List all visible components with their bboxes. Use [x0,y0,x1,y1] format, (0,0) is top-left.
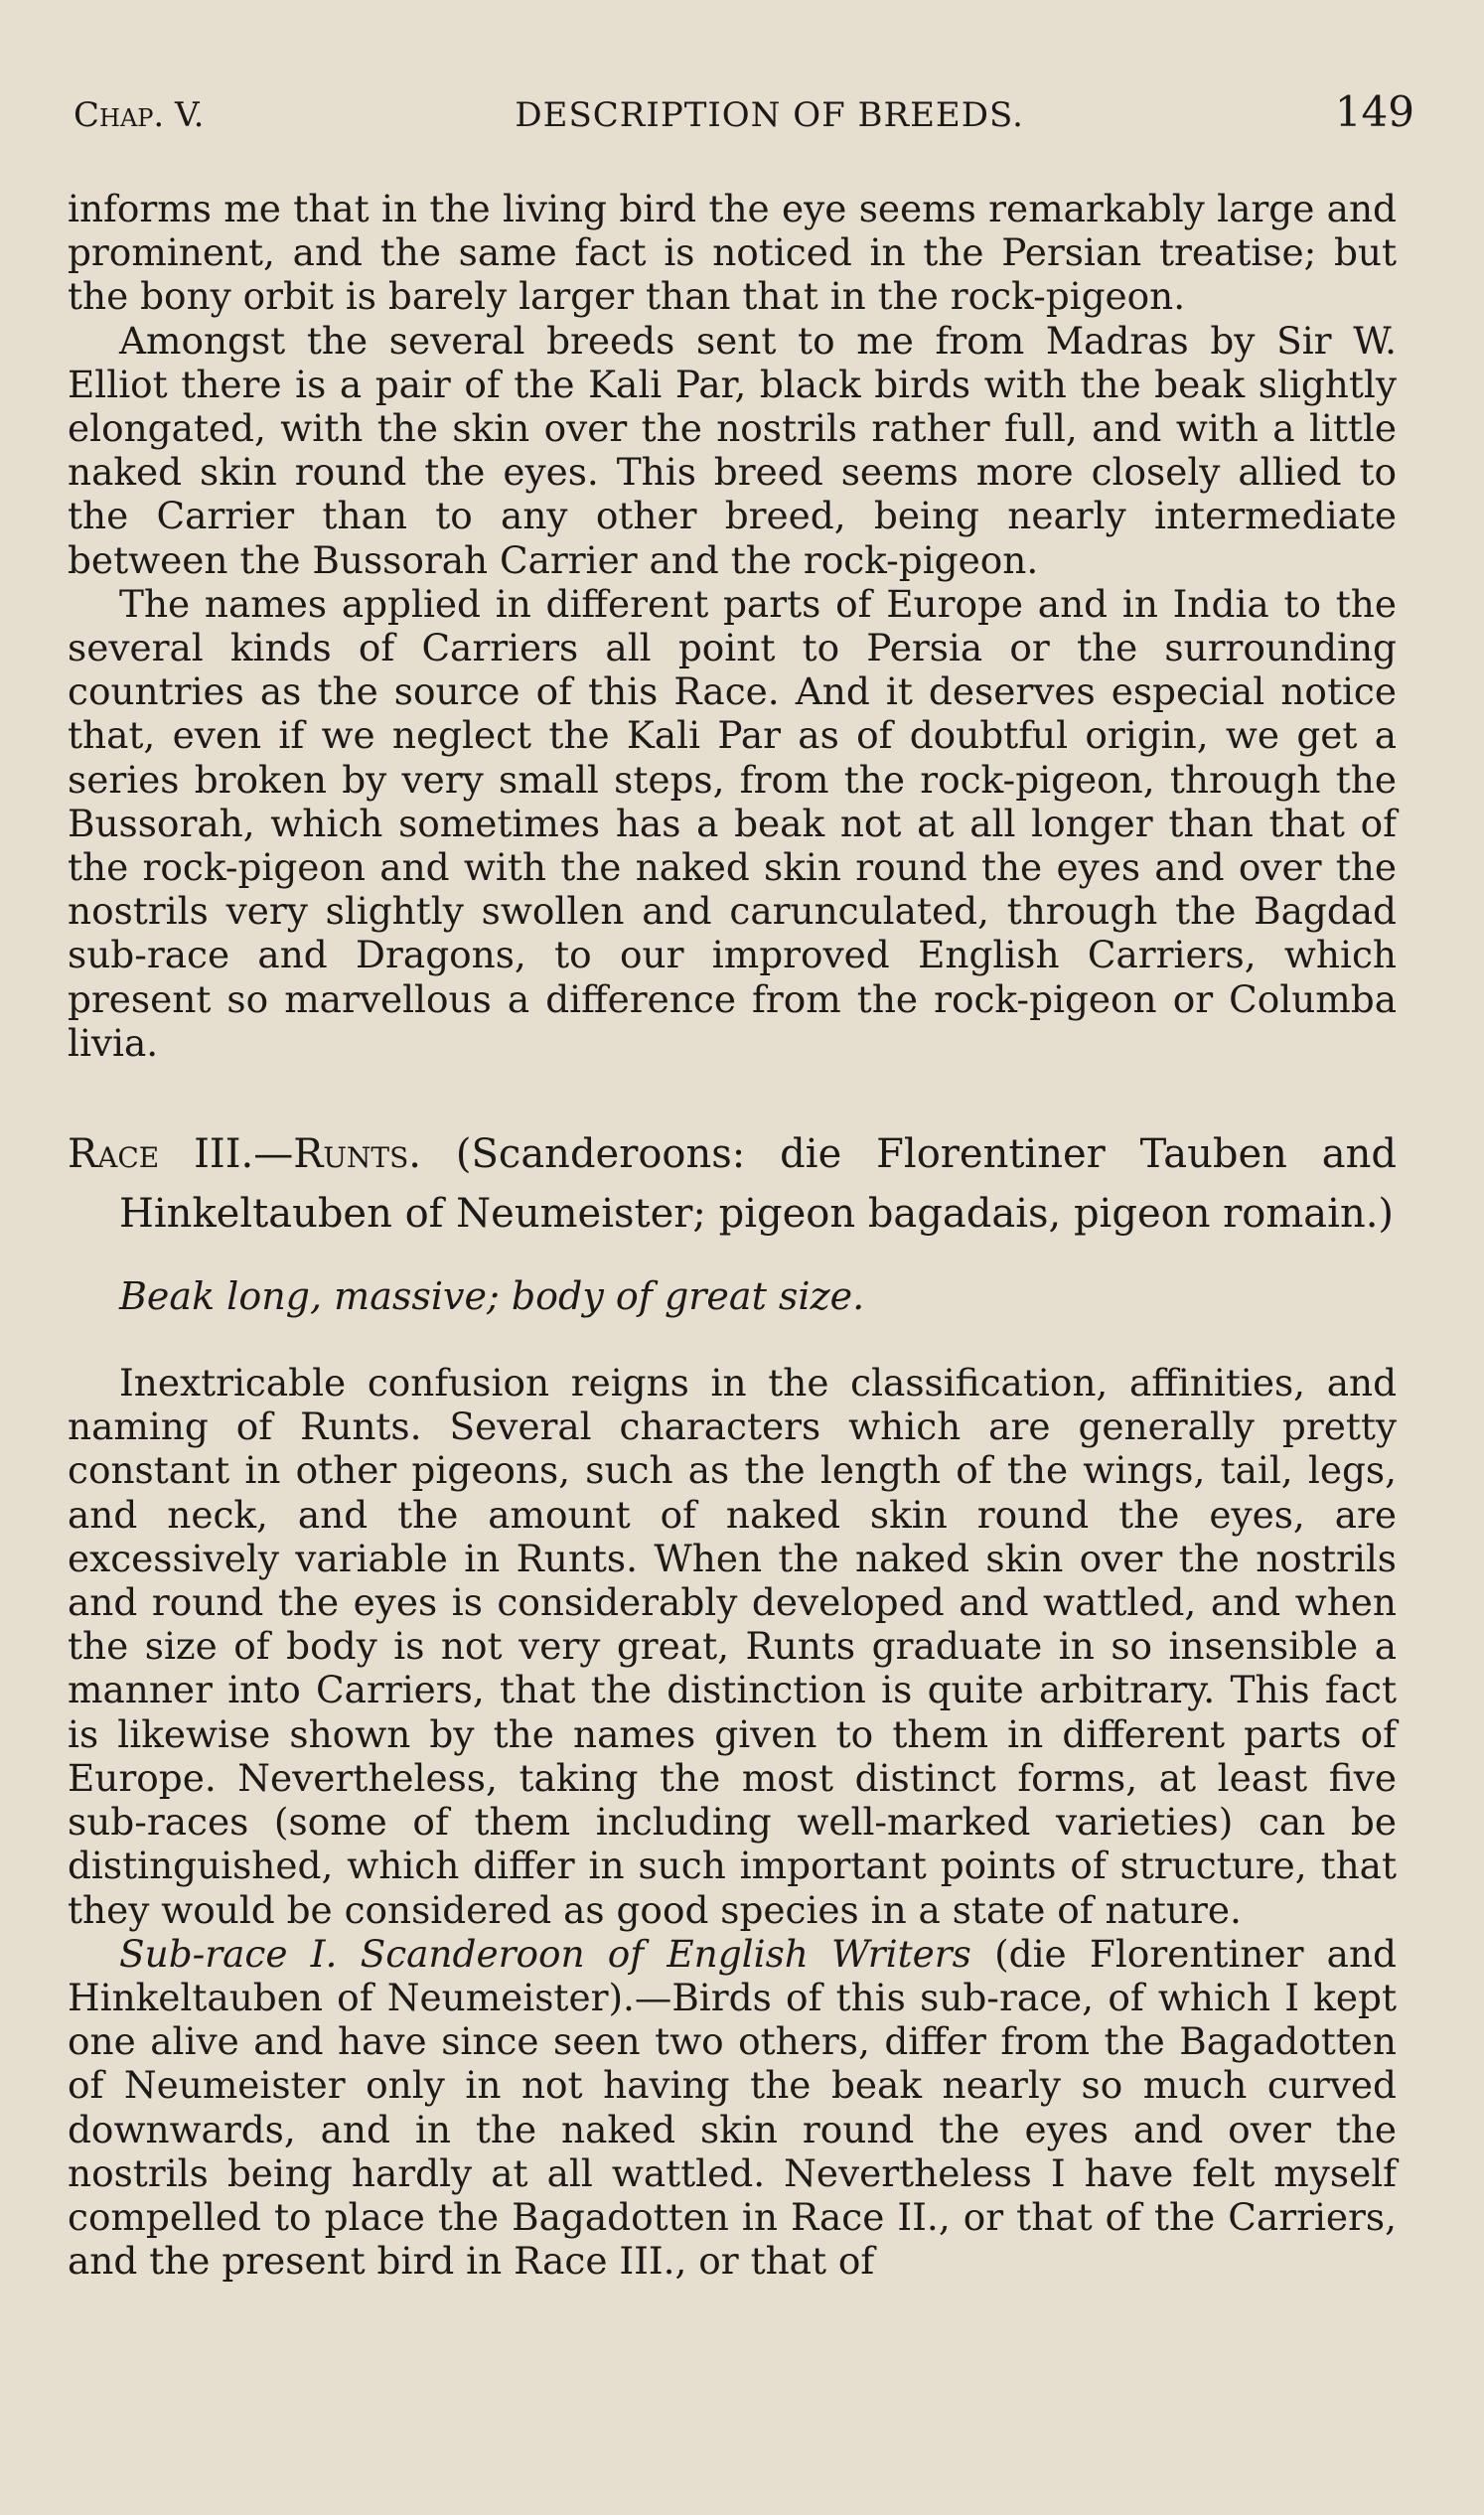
chapter-label: Chap. V. [74,95,205,135]
page-body [68,187,1397,2283]
paragraph-kali-par: Amongst the several breeds sent to me from Madras by Sir W. Elliot there is a pair of the Kali Par, black birds with the beak slightly elongated, with the skin over the nostrils rather full, and with a little naked skin round the eyes. This breed seems more closely allied to the Carrier than to any other breed, being nearly intermediate between the Bussorah Carrier and the rock-pigeon. [68,318,1397,582]
paragraph-runts: Inextricable confusion reigns in the classification, affinities, and naming of Runts. Several characters which are generally pretty constant in other pigeons, such as the length of the wings, tail, legs, and neck, and the amount of naked skin round the eyes, are excessively variable in Runts. When the naked skin over the nostrils and round the eyes is considerably developed and wattled, and when the size of body is not very great, Runts graduate in so insensible a manner into Carriers, that the distinction is quite arbitrary. This fact is likewise shown by the names given to them in different parts of Europe. Nevertheless, taking the most distinct forms, at least five sub-races (some of them including well-marked varieties) can be distinguished, which differ in such important points of structure, that they would be considered as good species in a state of nature. [68,1361,1397,1932]
race-title: Race III.—Runts. [68,1131,422,1178]
page-number: 149 [1334,87,1414,136]
running-header [74,87,1414,136]
subrace-label: Sub-race I. Scanderoon of English Writers [119,1931,971,1976]
race-characters: Beak long, massive; body of great size. [119,1274,865,1319]
race-synonyms: (Scanderoons: die Florentiner Tauben and Hinkeltauben of Neumeister; pigeon bagadais, pigeon romain.) [119,1131,1397,1238]
paragraph-subrace-1 [68,1932,1397,2284]
paragraph-carriers-origin: The names applied in different parts of Europe and in India to the several kinds of Carriers all point to Persia or the surrounding countries as the source of this Race. And it deserves especial notice that, even if we neglect the Kali Par as of doubtful origin, we get a series broken by very small steps, from the rock-pigeon, through the Bussorah, which sometimes has a beak not at all longer than that of the rock-pigeon and with the naked skin round the eyes and over the nostrils very slightly swollen and carunculated, through the Bagdad sub-race and Dragons, to our improved English Carriers, which present so marvellous a difference from the rock-pigeon or Columba livia. [68,581,1397,1065]
paragraph-continued: informs me that in the living bird the eye seems remarkably large and prominent, and the same fact is noticed in the Persian treatise; but the bony orbit is barely larger than that in the rock-pigeon. [68,187,1397,319]
subrace-text: (die Florentiner and Hinkeltauben of Neumeister).—Birds of this sub-race, of which I kept one alive and have since seen two others, differ from the Bagadotten of Neumeister only in not having the beak nearly so much curved downwards, and in the naked skin round the eyes and over the nostrils being hardly at all wattled. Nevertheless I have felt myself compelled to place the Bagadotten in Race II., or that of the Carriers, and the present bird in Race III., or that of [68,1931,1397,2284]
race-heading [68,1124,1397,1244]
running-title: DESCRIPTION OF BREEDS. [515,95,1024,135]
